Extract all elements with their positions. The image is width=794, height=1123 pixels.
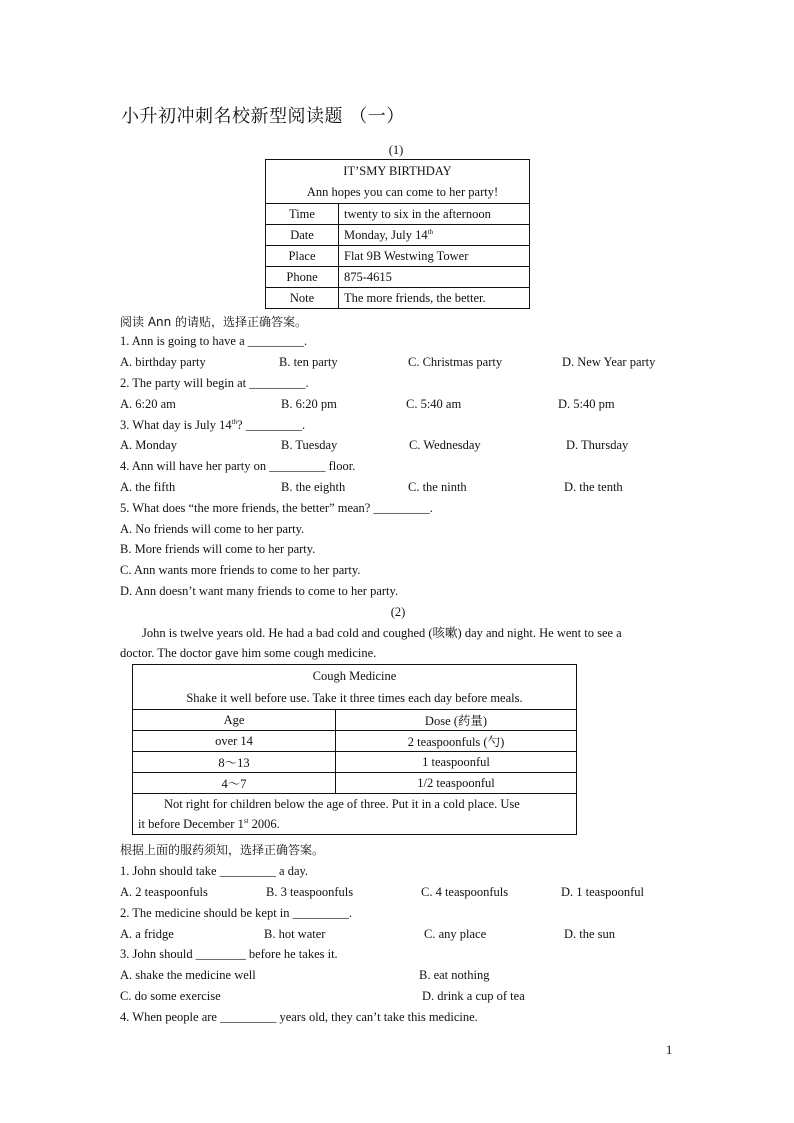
option: D. drink a cup of tea [422, 989, 525, 1003]
option: C. Christmas party [408, 355, 503, 369]
option: B. 6:20 pm [281, 397, 337, 411]
date-text: Monday, July 14 [344, 227, 428, 242]
column-header-age: Age [133, 710, 336, 731]
row-label: Place [266, 246, 339, 267]
section-2-label: (2) [390, 605, 406, 619]
option: D. New Year party [562, 355, 656, 369]
option: A. Monday [120, 438, 177, 452]
option: A. a fridge [120, 927, 174, 941]
table-row [266, 204, 530, 225]
option: C. 4 teaspoonfuls [421, 885, 509, 899]
question-4: 4. Ann will have her party on _________ floor. [120, 459, 356, 473]
table-row [266, 246, 530, 267]
row-value-date [339, 225, 530, 246]
footer-line-1: Not right for children below the age of three. Put it in a cold place. Use [164, 797, 520, 811]
option: B. eat nothing [419, 968, 490, 982]
birthday-card-heading: IT’SMY BIRTHDAY [343, 163, 452, 178]
medicine-heading: Cough Medicine [312, 669, 397, 683]
option: C. the ninth [408, 480, 467, 494]
question-3-tail: ? _________. [237, 418, 306, 432]
section-1-instruction: 阅读 Ann 的请贴，选择正确答案。 [120, 315, 308, 329]
row-value: Flat 9B Westwing Tower [339, 246, 530, 267]
age-cell: 4～7 [133, 773, 336, 794]
option: B. 3 teaspoonfuls [266, 885, 354, 899]
passage-line-1: John is twelve years old. He had a bad cold and coughed (咳嗽) day and night. He went to see a [142, 626, 622, 640]
birthday-card-subheading: Ann hopes you can come to her party! [306, 184, 499, 199]
option: D. 1 teaspoonful [561, 885, 644, 899]
footer-text: it before December 1 [138, 817, 244, 831]
dose-cell: 1 teaspoonful [336, 752, 577, 773]
question-2: 2. The party will begin at _________. [120, 376, 309, 390]
question-3-sup: th [231, 418, 238, 426]
row-value: 875-4615 [339, 267, 530, 288]
passage-line-2: doctor. The doctor gave him some cough medicine. [120, 646, 377, 660]
row-label: Date [266, 225, 339, 246]
table-row [133, 773, 577, 794]
option: A. 6:20 am [120, 397, 176, 411]
medicine-card-header [133, 665, 577, 710]
option: A. No friends will come to her party. [120, 522, 305, 536]
row-label: Time [266, 204, 339, 225]
page-number: 1 [666, 1043, 673, 1057]
row-value: The more friends, the better. [339, 288, 530, 309]
option: B. the eighth [281, 480, 346, 494]
row-value: twenty to six in the afternoon [339, 204, 530, 225]
option: D. the sun [564, 927, 616, 941]
medicine-footer [133, 794, 577, 835]
table-row [133, 731, 577, 752]
row-label: Note [266, 288, 339, 309]
option: A. shake the medicine well [120, 968, 256, 982]
question-3-text: 3. What day is July 14 [120, 418, 232, 432]
page-title: 小升初冲刺名校新型阅读题 （一） [121, 106, 405, 127]
table-row [133, 752, 577, 773]
question-3 [120, 418, 305, 433]
option: D. 5:40 pm [558, 397, 615, 411]
option: A. the fifth [120, 480, 176, 494]
table-row [266, 267, 530, 288]
table-row [266, 225, 530, 246]
footer-sup: st [243, 817, 249, 825]
medicine-subheading: Shake it well before use. Take it three times each day before meals. [186, 691, 523, 705]
question-1: 1. Ann is going to have a _________. [120, 334, 308, 348]
column-header-dose: Dose (药量) [336, 710, 577, 731]
dose-cell: 1/2 teaspoonful [336, 773, 577, 794]
option: C. do some exercise [120, 989, 221, 1003]
option: A. birthday party [120, 355, 206, 369]
option: D. Ann doesn’t want many friends to come to her party. [120, 584, 399, 598]
question-1: 1. John should take _________ a day. [120, 864, 309, 878]
dose-cell: 2 teaspoonfuls (勺) [336, 731, 577, 752]
birthday-card-table [265, 159, 530, 309]
section-1-label: (1) [388, 143, 404, 157]
row-label: Phone [266, 267, 339, 288]
option: A. 2 teaspoonfuls [120, 885, 208, 899]
option: D. the tenth [564, 480, 623, 494]
option: B. hot water [264, 927, 326, 941]
table-header-row [133, 710, 577, 731]
medicine-table [132, 664, 577, 835]
age-cell: 8～13 [133, 752, 336, 773]
option: B. Tuesday [281, 438, 338, 452]
date-sup: th [427, 227, 434, 236]
age-cell: over 14 [133, 731, 336, 752]
option: C. 5:40 am [406, 397, 462, 411]
question-4: 4. When people are _________ years old, they can’t take this medicine. [120, 1010, 478, 1024]
table-row [266, 288, 530, 309]
option: B. ten party [279, 355, 338, 369]
option: C. any place [424, 927, 487, 941]
question-2: 2. The medicine should be kept in _________. [120, 906, 353, 920]
footer-line-2 [138, 814, 571, 834]
question-3: 3. John should ________ before he takes it. [120, 947, 338, 961]
question-5: 5. What does “the more friends, the better” mean? _________. [120, 501, 433, 515]
footer-tail: 2006. [248, 817, 280, 831]
section-2-instruction: 根据上面的服药须知，选择正确答案。 [120, 843, 325, 857]
birthday-card-header [266, 160, 530, 204]
option: B. More friends will come to her party. [120, 542, 316, 556]
option: C. Wednesday [409, 438, 481, 452]
option: C. Ann wants more friends to come to her party. [120, 563, 361, 577]
option: D. Thursday [566, 438, 629, 452]
